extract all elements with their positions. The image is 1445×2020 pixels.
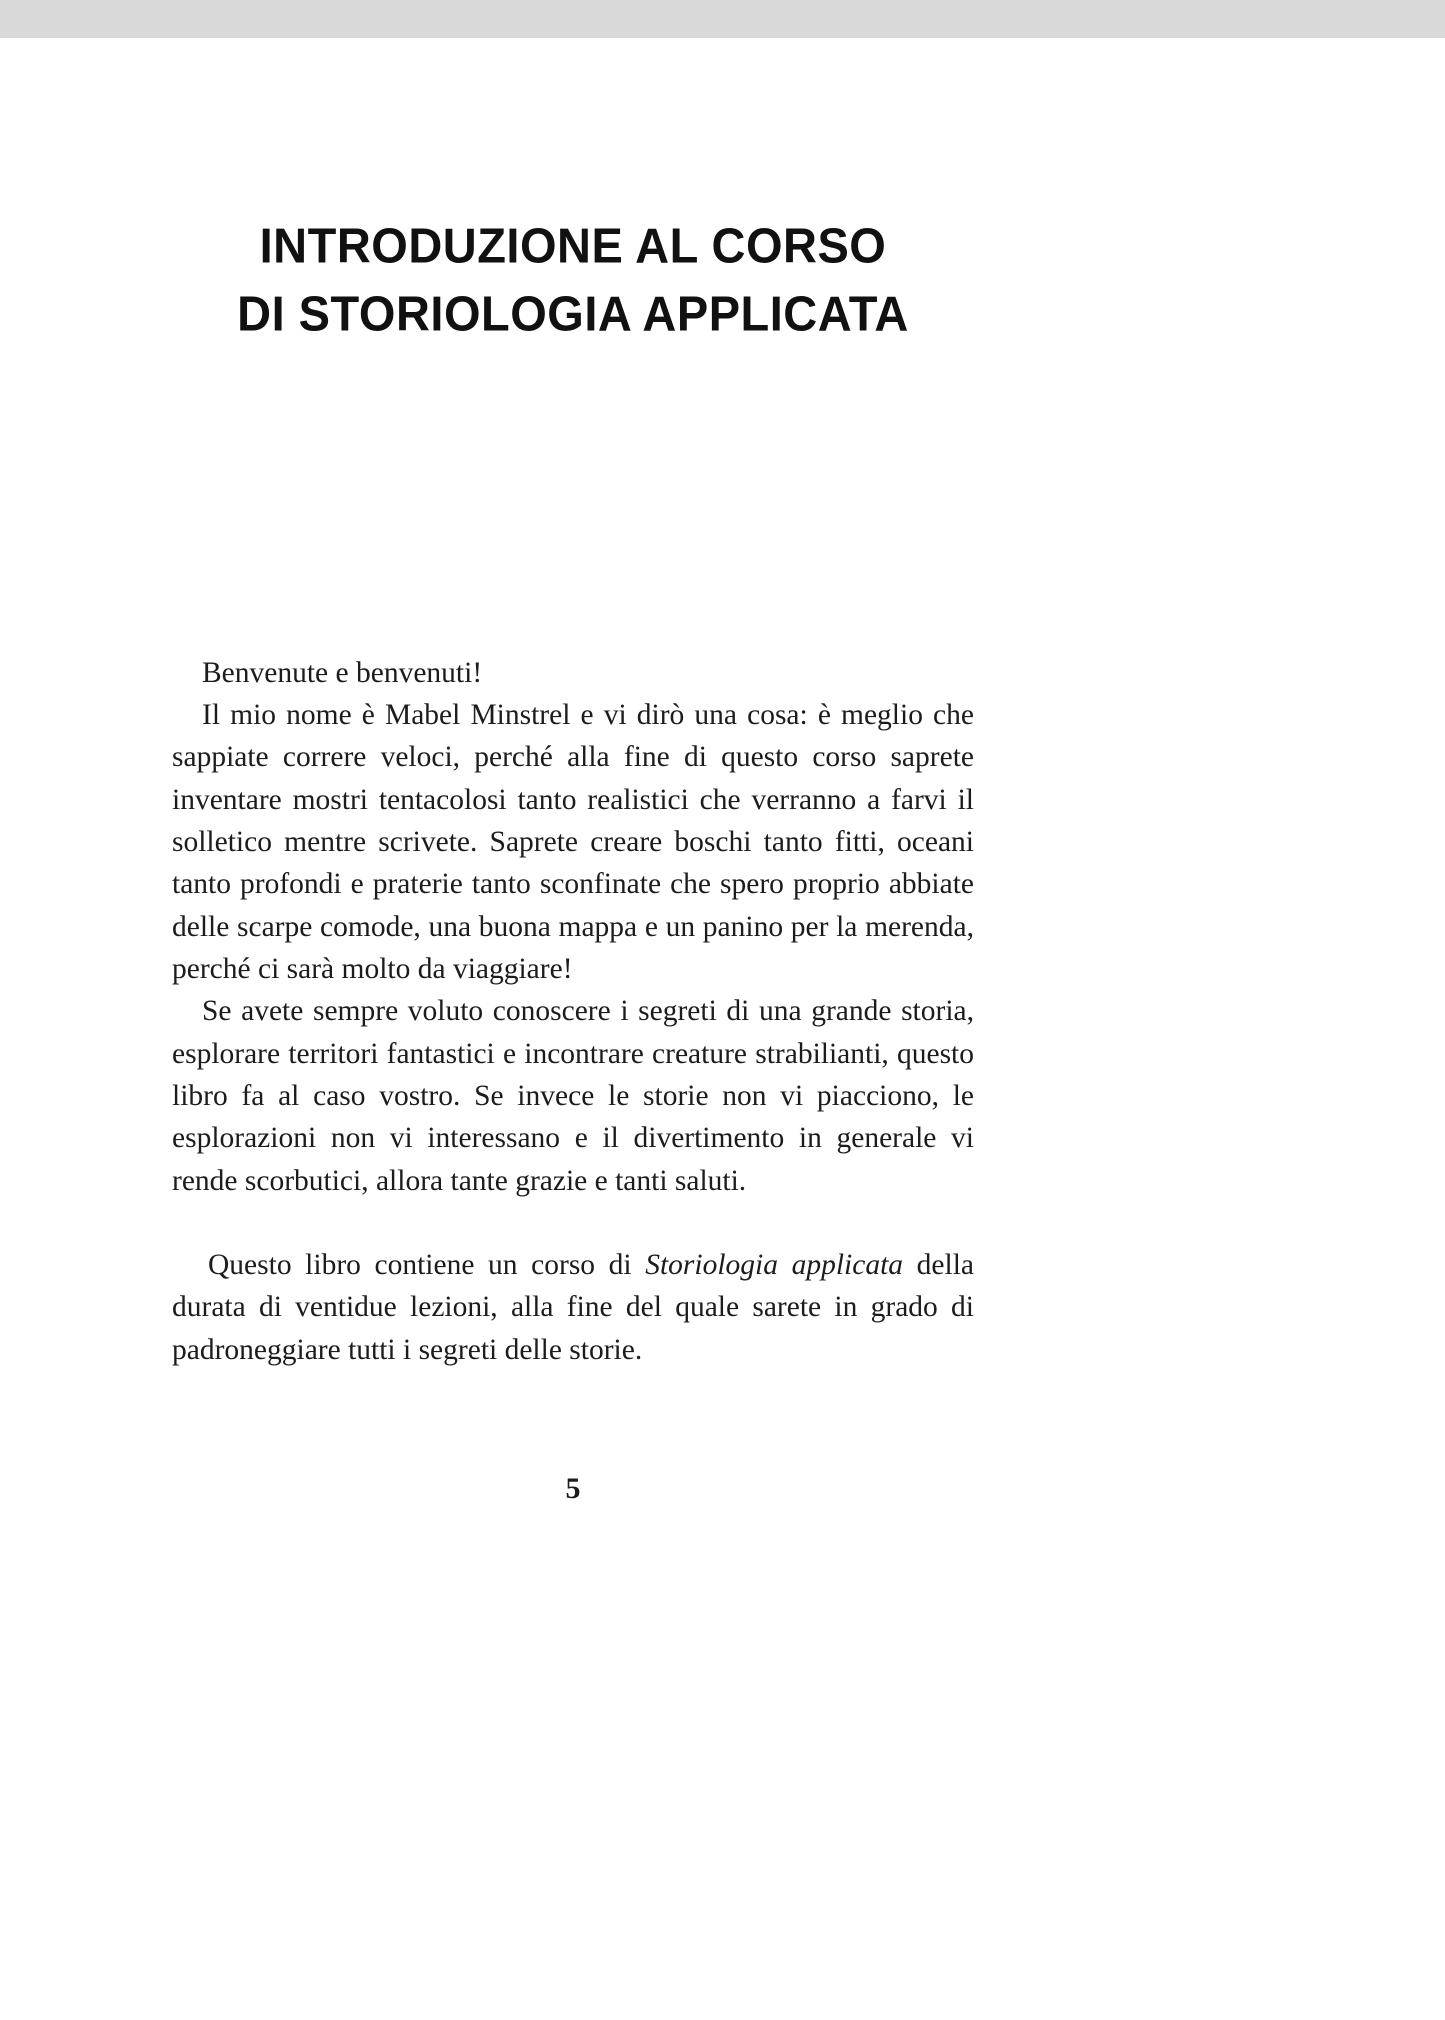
- chapter-title-line1: INTRODUZIONE AL CORSO: [259, 217, 887, 273]
- chapter-title: [172, 212, 974, 348]
- paragraph-intro: Il mio nome è Mabel Minstrel e vi dirò una cosa: è meglio che sappiate correre veloci, perché alla fine di questo corso saprete inventare mostri tentacolosi tanto realistici che verranno a farvi il solletico mentre scrivete. Saprete creare boschi tanto fitti, oceani tanto profondi e praterie tanto sconfinate che spero proprio abbiate delle scarpe comode, una buona mappa e un panino per la merenda, perché ci sarà molto da viaggiare!: [172, 699, 974, 986]
- page-number: 5: [565, 1472, 581, 1505]
- paragraph-course-post: della durata di ventidue lezioni, alla fine del quale sarete in grado di padroneggiare tutti i segreti delle storie.: [172, 1248, 974, 1366]
- paragraph-pitch: Se avete sempre voluto conoscere i segreti di una grande storia, esplorare territori fantastici e incontrare creature strabilianti, questo libro fa al caso vostro. Se invece le storie non vi piacciono, le esplorazioni non vi interessano e il divertimento in generale vi rende scorbutici, allora tante grazie e tanti saluti.: [172, 995, 974, 1197]
- paragraph-course-description: [172, 1244, 974, 1371]
- body-text: [172, 652, 974, 1371]
- course-name-italic: Storiologia applicata: [645, 1248, 904, 1281]
- paragraph-greeting: Benvenute e benvenuti!: [202, 656, 483, 689]
- page-content: [172, 0, 974, 1371]
- paragraph-course-pre: Questo libro contiene un corso di: [208, 1248, 646, 1281]
- chapter-title-line2: DI STORIOLOGIA APPLICATA: [237, 285, 909, 342]
